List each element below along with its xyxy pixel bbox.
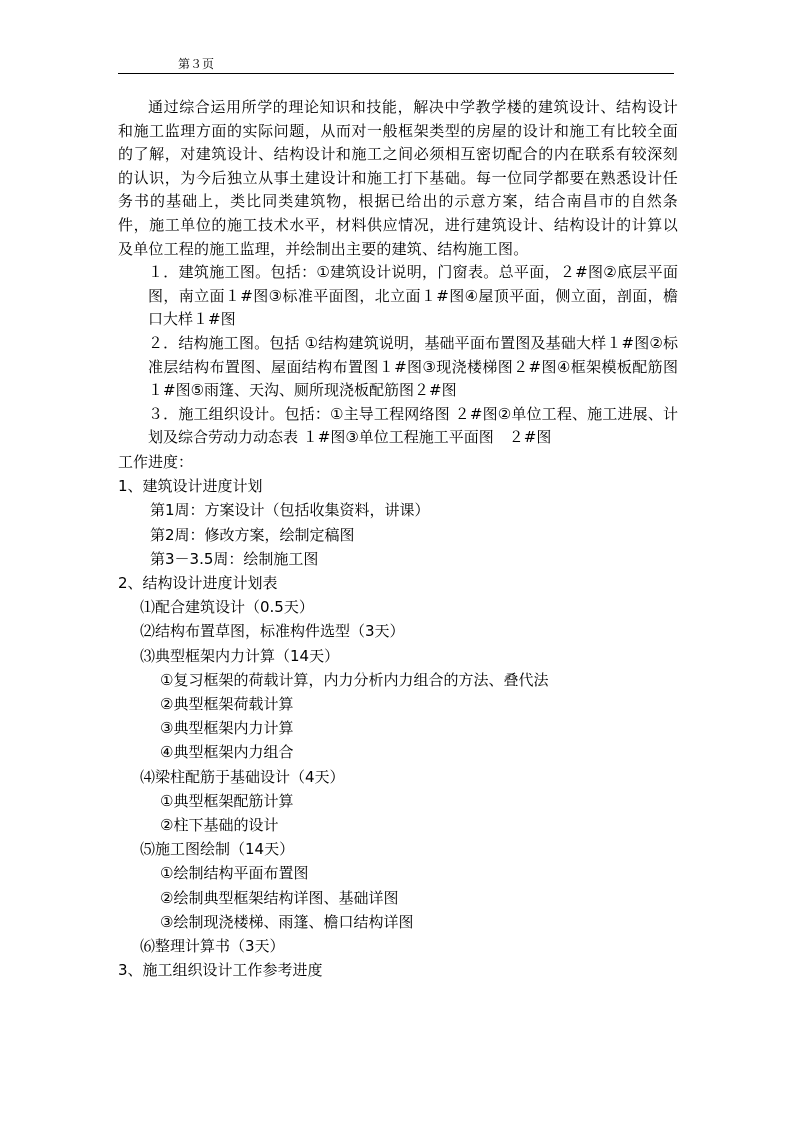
structure-subtask-4-2: ②柱下基础的设计 [160,815,279,834]
progress-heading: 工作进度： [118,452,194,471]
structure-task-4: ⑷梁柱配筋于基础设计（4天） [140,767,345,786]
page-number: 第３页 [178,57,215,71]
structure-subtask-3-4: ④典型框架内力组合 [160,743,294,762]
arch-week-1: 第1周：方案设计（包括收集资料，讲课） [150,501,430,520]
structure-subtask-3-3: ③典型框架内力计算 [160,719,294,738]
structure-subtask-5-1: ①绘制结构平面布置图 [160,864,309,883]
section-architecture-title: 1、建筑设计进度计划 [118,477,263,496]
structure-subtask-4-1: ①典型框架配筋计算 [160,791,294,810]
section-structure-title: 2、结构设计进度计划表 [118,573,278,592]
structure-subtask-5-3: ③绘制现浇楼梯、雨篷、檐口结构详图 [160,912,414,931]
header-rule [118,73,674,74]
structure-subtask-3-2: ②典型框架荷载计算 [160,694,294,713]
structure-task-5: ⑸施工图绘制（14天） [140,840,295,859]
structure-task-1: ⑴配合建筑设计（0.5天） [140,598,314,617]
drawing-item-architecture: １．建筑施工图。包括：①建筑设计说明，门窗表。总平面，２#图②底层平面图，南立面１#图③标准平面图，北立面１#图④屋顶平面，侧立面，剖面，檐口大样１#图 [148,263,678,329]
structure-task-3: ⑶典型框架内力计算（14天） [140,646,340,665]
structure-subtask-3-1: ①复习框架的荷载计算，内力分析内力组合的方法、叠代法 [160,670,549,689]
drawing-item-structure: ２．结构施工图。包括 ①结构建筑说明，基础平面布置图及基础大样１#图②标准层结构布置图、屋面结构布置图１#图③现浇楼梯图２#图④框架模板配筋图１#图⑤雨篷、天沟、厕所现浇板配筋图２#图 [148,333,678,400]
document-body [118,96,678,982]
structure-task-2: ⑵结构布置草图，标准构件选型（3天） [140,622,405,641]
section-construction-title: 3、施工组织设计工作参考进度 [118,961,323,980]
intro-paragraph: 通过综合运用所学的理论知识和技能，解决中学教学楼的建筑设计、结构设计和施工监理方面的实际问题，从而对一般框架类型的房屋的设计和施工有比较全面的了解，对建筑设计、结构设计和施工之间必须相互密切配合的内在联系有较深刻的认识，为今后独立从事土建设计和施工打下基础。每一位同学都要在熟悉设计任务书的基础上，类比同类建筑物，根据已给出的示意方案，结合南昌市的自然条件，施工单位的施工技术水平，材料供应情况，进行建筑设计、结构设计的计算以及单位工程的施工监理，并绘制出主要的建筑、结构施工图。 [118,98,678,258]
arch-week-3: 第3－3.5周：绘制施工图 [150,549,319,568]
drawing-item-construction: ３．施工组织设计。包括：①主导工程网络图 ２#图②单位工程、施工进展、计划及综合劳动力动态表 １#图③单位工程施工平面图 ２#图 [148,404,678,447]
structure-subtask-5-2: ②绘制典型框架结构详图、基础详图 [160,888,399,907]
structure-task-6: ⑹整理计算书（3天） [140,936,285,955]
arch-week-2: 第2周：修改方案，绘制定稿图 [150,525,355,544]
